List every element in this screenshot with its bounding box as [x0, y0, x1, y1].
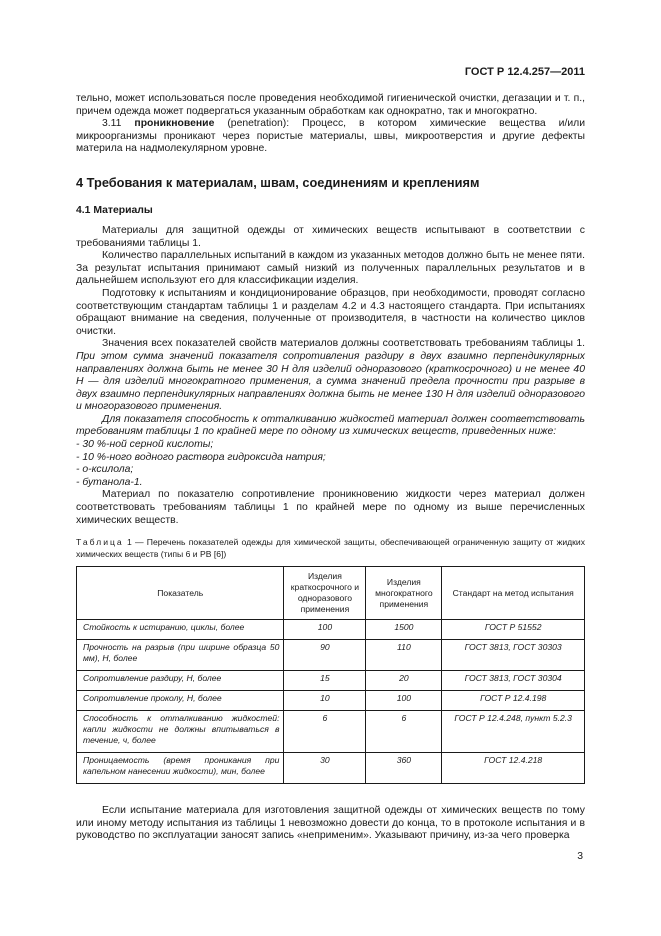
cell-multi-use: 110 — [366, 640, 442, 671]
cell-indicator: Проницаемость (время проникания при капельном нанесении жидкости), мин, более — [77, 753, 284, 784]
section-title: 4 Требования к материалам, швам, соединениям и креплениям — [76, 174, 480, 190]
chem-list-item: - бутанола-1. — [76, 476, 143, 488]
cell-indicator: Прочность на разрыв (при ширине образца 50 мм), Н, более — [77, 640, 284, 671]
cell-standard: ГОСТ Р 12.4.248, пункт 5.2.3 — [442, 711, 585, 753]
term-definition — [76, 118, 585, 156]
intro-paragraph: тельно, может использоваться после проведения необходимой гигиенической очистки, дегазации и т. п., причем одежда может подвергаться указанным обработкам как однократно, так и многократно. — [76, 93, 585, 117]
table-caption-text: 1 — Перечень показателей одежды для химической защиты, обеспечивающей ограниченную защиту от жидких химических веществ (типы 6 и PB [6]) — [76, 537, 585, 559]
table-header-row — [77, 567, 585, 620]
cell-multi-use: 1500 — [366, 620, 442, 640]
table-row — [77, 640, 585, 671]
cell-standard: ГОСТ 3813, ГОСТ 30303 — [442, 640, 585, 671]
penetration-paragraph: Материал по показателю сопротивление проникновению жидкости через материал должен соответствовать требованиям таблицы 1 по крайней мере по одному из выше перечисленных химических веществ. — [76, 489, 585, 526]
cell-short-term: 6 — [284, 711, 366, 753]
table-row — [77, 671, 585, 691]
header-indicator: Показатель — [77, 567, 284, 620]
cell-multi-use: 6 — [366, 711, 442, 753]
after-table-paragraph: Если испытание материала для изготовления защитной одежды от химических веществ по тому или иному методу испытания из таблицы 1 невозможно довести до конца, то в протоколе испытания и в руководство по эксплуатации заносят запись «неприменим». Указывают причину, из-за чего проверка — [76, 805, 585, 842]
page-content — [76, 93, 585, 843]
table-caption — [76, 537, 585, 560]
chem-list-item: - 30 %-ной серной кислоты; — [76, 439, 214, 451]
chem-list-item: - 10 %-ного водного раствора гидроксида натрия; — [76, 451, 326, 463]
values-italic-text: При этом сумма значений показателя сопротивления раздиру в двух взаимно перпендикулярных направлениях должна быть не менее 30 Н для изделий одноразового (краткосрочного) и не менее 40 Н — для изделий многократного применения, а сумма значений предела прочности при разрыве в двух взаимно перпендикулярных направлениях должна быть не менее 130 Н для изделий одноразового и многоразового применения. — [76, 350, 585, 413]
header-multi-use: Изделия многократного применения — [366, 567, 442, 620]
table-row — [77, 620, 585, 640]
cell-indicator: Стойкость к истиранию, циклы, более — [77, 620, 284, 640]
cell-short-term: 10 — [284, 691, 366, 711]
cell-multi-use: 20 — [366, 671, 442, 691]
requirements-table — [76, 566, 585, 784]
header-short-term: Изделия краткосрочного и одноразового применения — [284, 567, 366, 620]
page-number: 3 — [577, 851, 583, 862]
paragraph-3: Подготовку к испытаниям и кондиционирование образцов, при необходимости, проводят согласно соответствующим стандартам таблицы 1 и разделам 4.2 и 4.3 настоящего стандарта. При испытаниях обращают внимание на сведения, полученные от производителя, в частности на количество циклов очистки. — [76, 287, 585, 337]
header-test-standard: Стандарт на метод испытания — [442, 567, 585, 620]
cell-indicator: Способность к отталкиванию жидкостей: капли жидкости не должны впитываться в течение, ч, более — [77, 711, 284, 753]
subsection-title: 4.1 Материалы — [76, 204, 153, 216]
values-normal-text: Значения всех показателей свойств материалов должны соответствовать требованиям таблицы 1. — [102, 338, 585, 350]
cell-short-term: 15 — [284, 671, 366, 691]
paragraph-1: Материалы для защитной одежды от химических веществ испытывают в соответствии с требованиями таблицы 1. — [76, 224, 585, 249]
cell-standard: ГОСТ 12.4.218 — [442, 753, 585, 784]
table-row — [77, 711, 585, 753]
term-number: 3.11 — [102, 118, 122, 130]
cell-standard: ГОСТ Р 12.4.198 — [442, 691, 585, 711]
cell-standard: ГОСТ Р 51552 — [442, 620, 585, 640]
cell-standard: ГОСТ 3813, ГОСТ 30304 — [442, 671, 585, 691]
paragraph-2: Количество параллельных испытаний в каждом из указанных методов должно быть не менее пяти. За результат испытания принимают самый низкий из полученных параллельных результатов и в дальнейшем используют его для классификации изделия. — [76, 250, 585, 287]
cell-multi-use: 100 — [366, 691, 442, 711]
values-paragraph — [76, 338, 585, 414]
cell-multi-use: 360 — [366, 753, 442, 784]
term-name: проникновение — [134, 118, 215, 130]
repel-paragraph: Для показателя способность к отталкиванию жидкостей материал должен соответствовать требованиям таблицы 1 по крайней мере по одному из химических веществ, приведенных ниже: — [76, 413, 585, 438]
term-english: (penetration): — [227, 118, 290, 130]
cell-short-term: 90 — [284, 640, 366, 671]
term-text: Процесс, в котором химические вещества и/или микроорганизмы проникают через пористые материалы, швы, микроотверстия и другие дефекты материла на надмолекулярном уровне. — [76, 118, 586, 155]
cell-indicator: Сопротивление проколу, Н, более — [77, 691, 284, 711]
page-header: ГОСТ Р 12.4.257—2011 — [464, 66, 585, 78]
table-row — [77, 753, 585, 784]
cell-short-term: 100 — [284, 620, 366, 640]
table-label: Таблица — [76, 537, 124, 548]
chem-list-item: - о-ксилола; — [76, 464, 134, 476]
cell-indicator: Сопротивление раздиру, Н, более — [77, 671, 284, 691]
table-row — [77, 691, 585, 711]
cell-short-term: 30 — [284, 753, 366, 784]
